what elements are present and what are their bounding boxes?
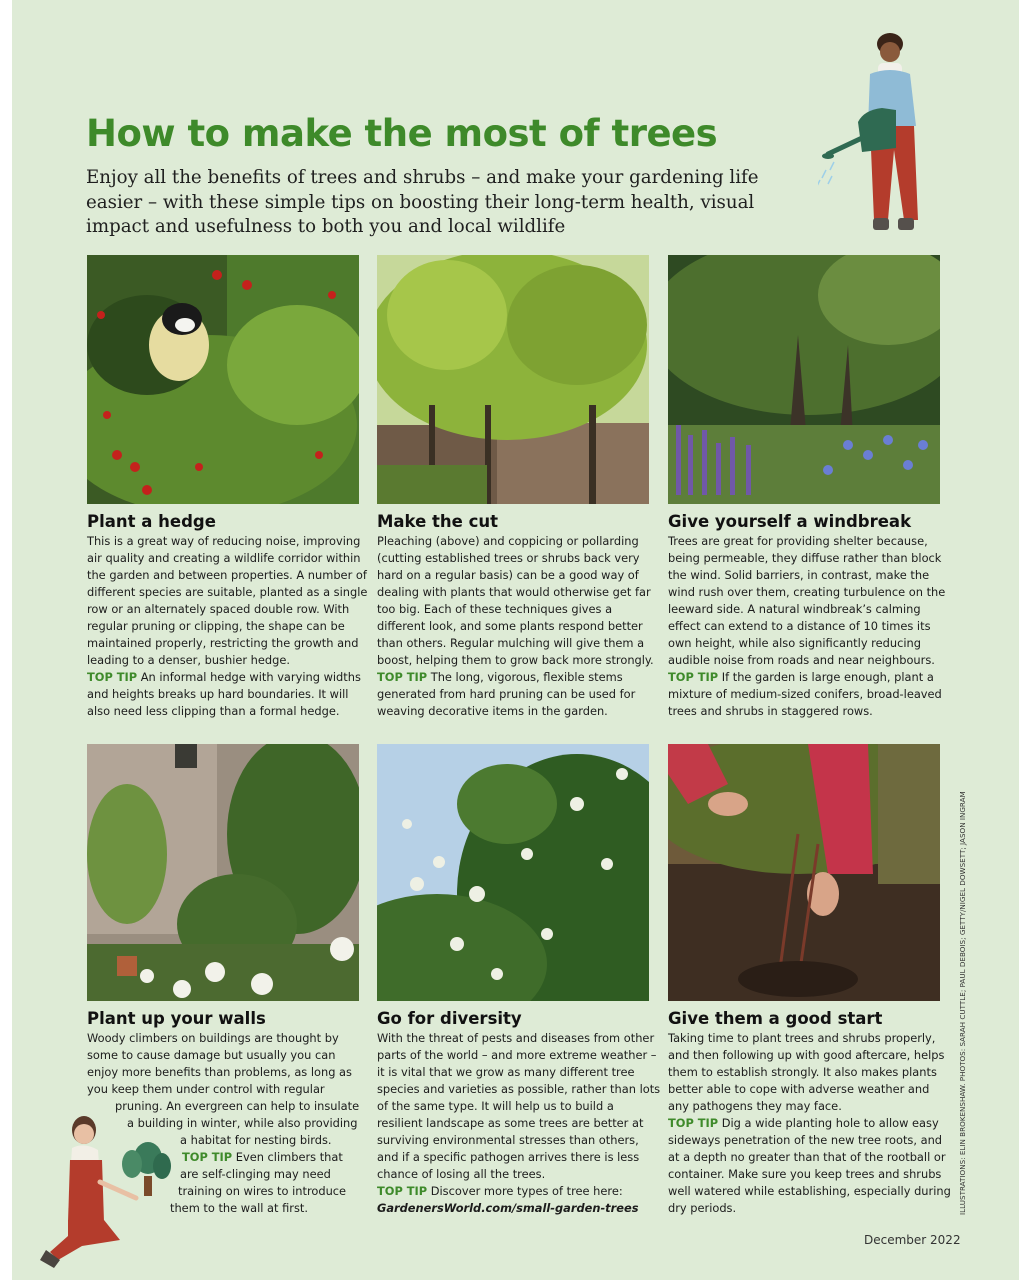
windbreak-heading: Give yourself a windbreak <box>668 512 912 531</box>
windbreak-tip: If the garden is large enough, plant a mixture of medium-sized conifers, broad-leaved trees and shrubs in staggered rows. <box>668 670 942 718</box>
walls-line: some to cause damage but usually you can <box>87 1048 336 1062</box>
hedge-text: This is a great way of reducing noise, improving air quality and creating a wildlife corridor within the garden and between properties. A number of different species are suitable, planted as a single row or an alternately spaced double row. With regular pruning or clipping, the shape can be maintained properly, restricting the growth and leading to a denser, bushier hedge. <box>87 534 368 667</box>
hedge-heading: Plant a hedge <box>87 512 216 531</box>
diversity-heading: Go for diversity <box>377 1009 522 1028</box>
windbreak-photo <box>668 255 940 504</box>
photo-credits: ILLUSTRATIONS: ELIN BROKENSHAW. PHOTOS: SARAH CUTTLE; PAUL DEBOIS; GETTY/NIGEL DOWSETT; JASON INGRAM <box>958 791 967 1215</box>
walls-tip-label: TOP TIP <box>182 1150 233 1164</box>
gardener-watering-illustration <box>818 30 938 252</box>
diversity-tip-label: TOP TIP <box>377 1184 428 1198</box>
cut-tip: The long, vigorous, flexible stems generated from hard pruning can be used for weaving decorative items in the garden. <box>377 670 636 718</box>
walls-tip-line: are self-clinging may need <box>180 1167 331 1181</box>
diversity-link[interactable]: GardenersWorld.com/small-garden-trees <box>377 1201 639 1215</box>
walls-line: Woody climbers on buildings are thought by <box>87 1031 339 1045</box>
page-date: December 2022 <box>864 1233 961 1247</box>
windbreak-body <box>668 533 953 720</box>
planting-photo <box>668 744 940 1001</box>
diversity-text: With the threat of pests and diseases from other parts of the world – and more extreme weather – it is vital that we grow as many different tree species and varieties as possible, rather than lots of the same type. It will help us to build a resilient landscape as some trees are better at surviving environmental stresses than others, and if a specific pathogen arrives there is less chance of losing all the trees. <box>377 1031 661 1181</box>
article-standfirst: Enjoy all the benefits of trees and shrubs – and make your gardening life easier – with these simple tips on boosting their long-term health, visual impact and usefulness to both you and local wildlife <box>86 167 759 237</box>
cut-heading: Make the cut <box>377 512 499 531</box>
magazine-page <box>12 0 1019 1280</box>
start-tip-label: TOP TIP <box>668 1116 719 1130</box>
diversity-photo <box>377 744 649 1001</box>
cut-body <box>377 533 662 720</box>
walls-line: a building in winter, while also providing <box>127 1116 358 1130</box>
windbreak-text: Trees are great for providing shelter because, being permeable, they diffuse rather than block the wind. Solid barriers, in contrast, make the wind rush over them, creating turbulence on the leeward side. A natural windbreak’s calming effect can extend to a distance of 10 times its own height, while also significantly reducing audible noise from roads and near neighbours. <box>668 534 946 667</box>
walls-line: a habitat for nesting birds. <box>180 1133 332 1147</box>
walls-photo <box>87 744 359 1001</box>
walls-line: enjoy more benefits than problems, as long as <box>87 1065 352 1079</box>
hedge-photo <box>87 255 359 504</box>
cut-text: Pleaching (above) and coppicing or pollarding (cutting established trees or shrubs back very hard on a regular basis) can be a good way of dealing with plants that would otherwise get far too big. Each of these techniques gives a different look, and some plants respond better than others. Regular mulching will give them a boost, helping them to grow back more strongly. <box>377 534 654 667</box>
walls-heading: Plant up your walls <box>87 1009 266 1028</box>
walls-line: pruning. An evergreen can help to insulate <box>115 1099 360 1113</box>
windbreak-tip-label: TOP TIP <box>668 670 719 684</box>
hedge-tip: An informal hedge with varying widths and heights breaks up hard boundaries. It will also need less clipping than a formal hedge. <box>87 670 361 718</box>
diversity-tip: Discover more types of tree here: <box>430 1184 623 1198</box>
diversity-body <box>377 1030 662 1217</box>
hedge-tip-label: TOP TIP <box>87 670 138 684</box>
hedge-body <box>87 533 372 720</box>
walls-tip-line: them to the wall at first. <box>170 1201 308 1215</box>
walls-line: you keep them under control with regular <box>87 1082 325 1096</box>
kneeling-gardener-illustration <box>24 1112 174 1272</box>
start-heading: Give them a good start <box>668 1009 883 1028</box>
start-body <box>668 1030 953 1217</box>
article-title: How to make the most of trees <box>86 112 718 155</box>
walls-tip: Even climbers that <box>235 1150 343 1164</box>
cut-tip-label: TOP TIP <box>377 670 428 684</box>
walls-tip-line: training on wires to introduce <box>178 1184 347 1198</box>
start-tip: Dig a wide planting hole to allow easy sideways penetration of the new tree roots, and at a depth no greater than that of the rootball or container. Make sure you keep trees and shrubs well watered while establishing, especially during dry periods. <box>668 1116 951 1215</box>
start-text: Taking time to plant trees and shrubs properly, and then following up with good aftercare, helps them to establish strongly. It also makes plants better able to cope with adverse weather and any pathogens they may face. <box>668 1031 945 1113</box>
pleached-trees-photo <box>377 255 649 504</box>
